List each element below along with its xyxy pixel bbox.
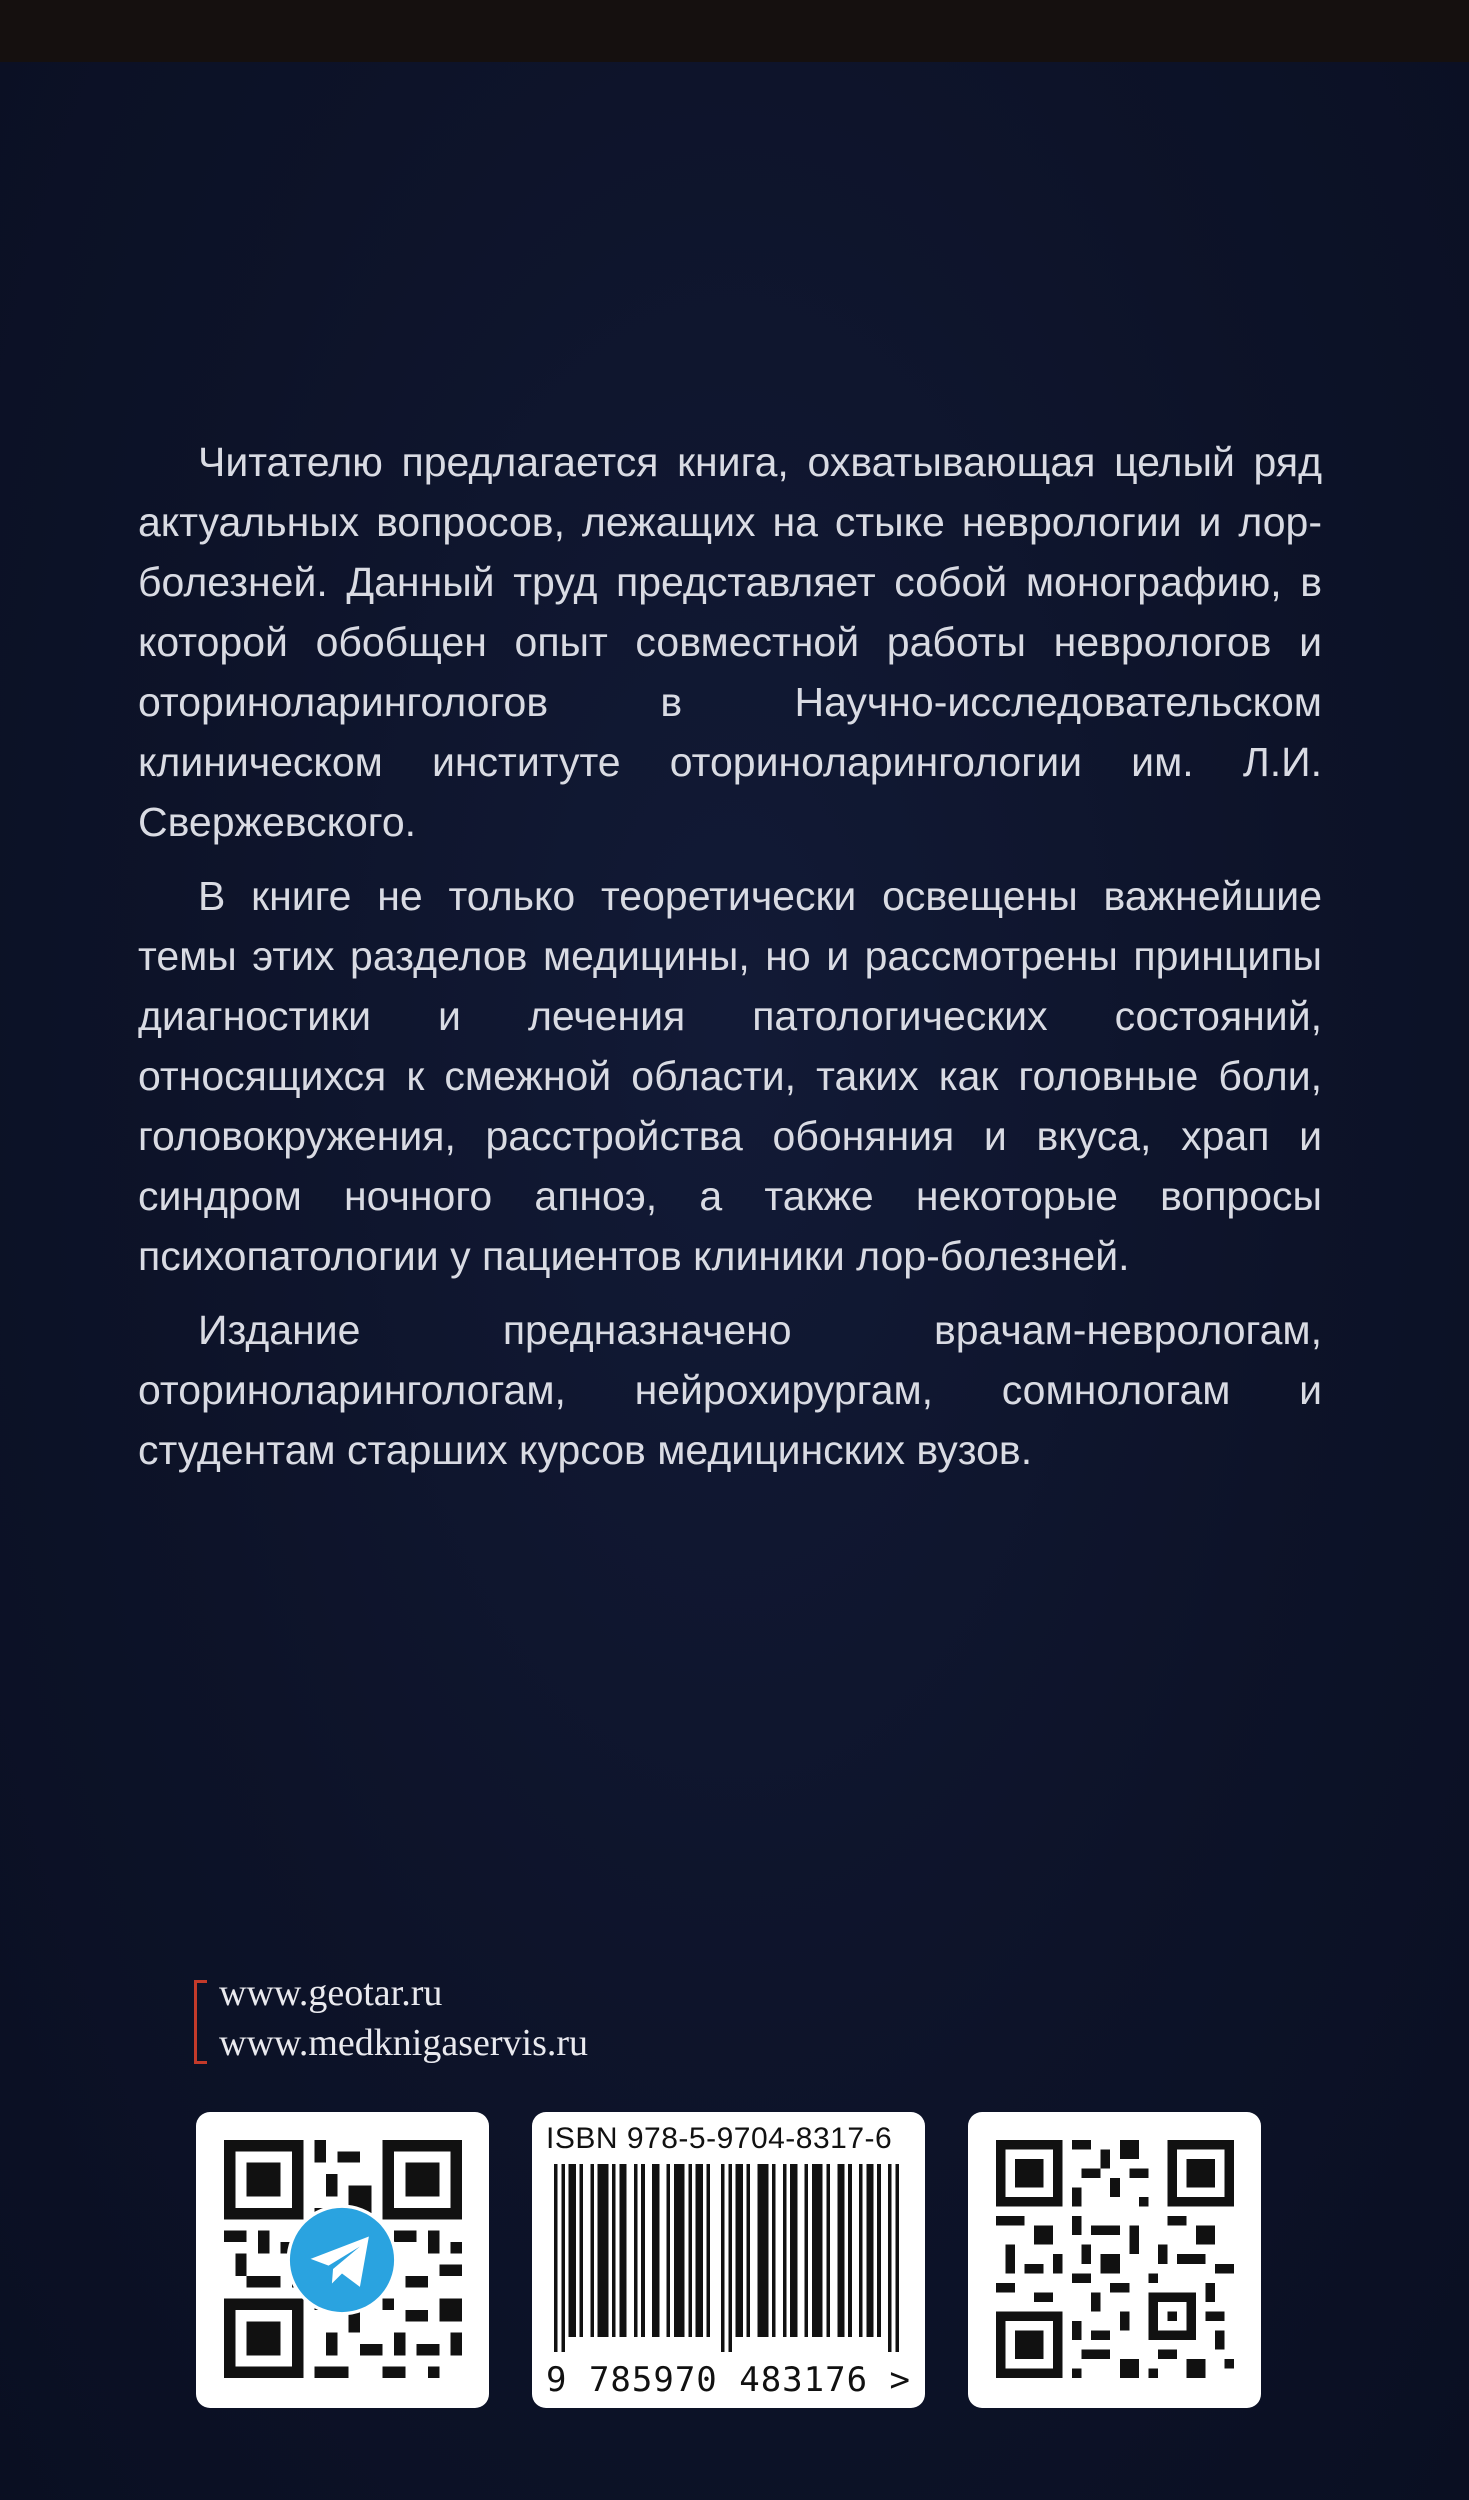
barcode-bars xyxy=(554,2164,899,2352)
url-geotar[interactable]: www.geotar.ru xyxy=(219,1972,443,2014)
isbn-label: ISBN 978-5-9704-8317-6 xyxy=(546,2122,893,2155)
telegram-icon xyxy=(286,2204,398,2316)
qr-code-right xyxy=(996,2140,1234,2378)
url-medknigaservis[interactable]: www.medknigaservis.ru xyxy=(219,2022,589,2064)
description-paragraph-3: Издание предназначено врачам-неврологам, оториноларингологам, нейрохирургам, сомнологам и студентам старших курсов медицинских вузов. xyxy=(138,1307,1322,1473)
top-edge-strip xyxy=(0,0,1469,62)
publisher-urls xyxy=(194,1968,588,2068)
description-paragraph-1: Читателю предлагается книга, охватывающая целый ряд актуальных вопросов, лежащих на стыке неврологии и лор-болезней. Данный труд представляет собой монографию, в которой обобщен опыт совместной работы неврологов и оториноларингологов в Научно-исследовательском клиническом институте оториноларингологии им. Л.И. Свержевского. xyxy=(138,439,1322,845)
description-paragraph-2: В книге не только теоретически освещены важнейшие темы этих разделов медицины, но и рассмотрены принципы диагностики и лечения патологических состояний, относящихся к смежной области, таких как головные боли, головокружения, расстройства обоняния и вкуса, храп и синдром ночного апноэ, а также некоторые вопросы психопатологии у пациентов клиники лор-болезней. xyxy=(138,873,1322,1279)
telegram-qr-card[interactable] xyxy=(196,2112,489,2408)
barcode-digits: 9 785970 483176 > xyxy=(546,2360,911,2400)
isbn-barcode-card xyxy=(532,2112,925,2408)
website-qr-card[interactable] xyxy=(968,2112,1261,2408)
book-description xyxy=(138,432,1322,1494)
